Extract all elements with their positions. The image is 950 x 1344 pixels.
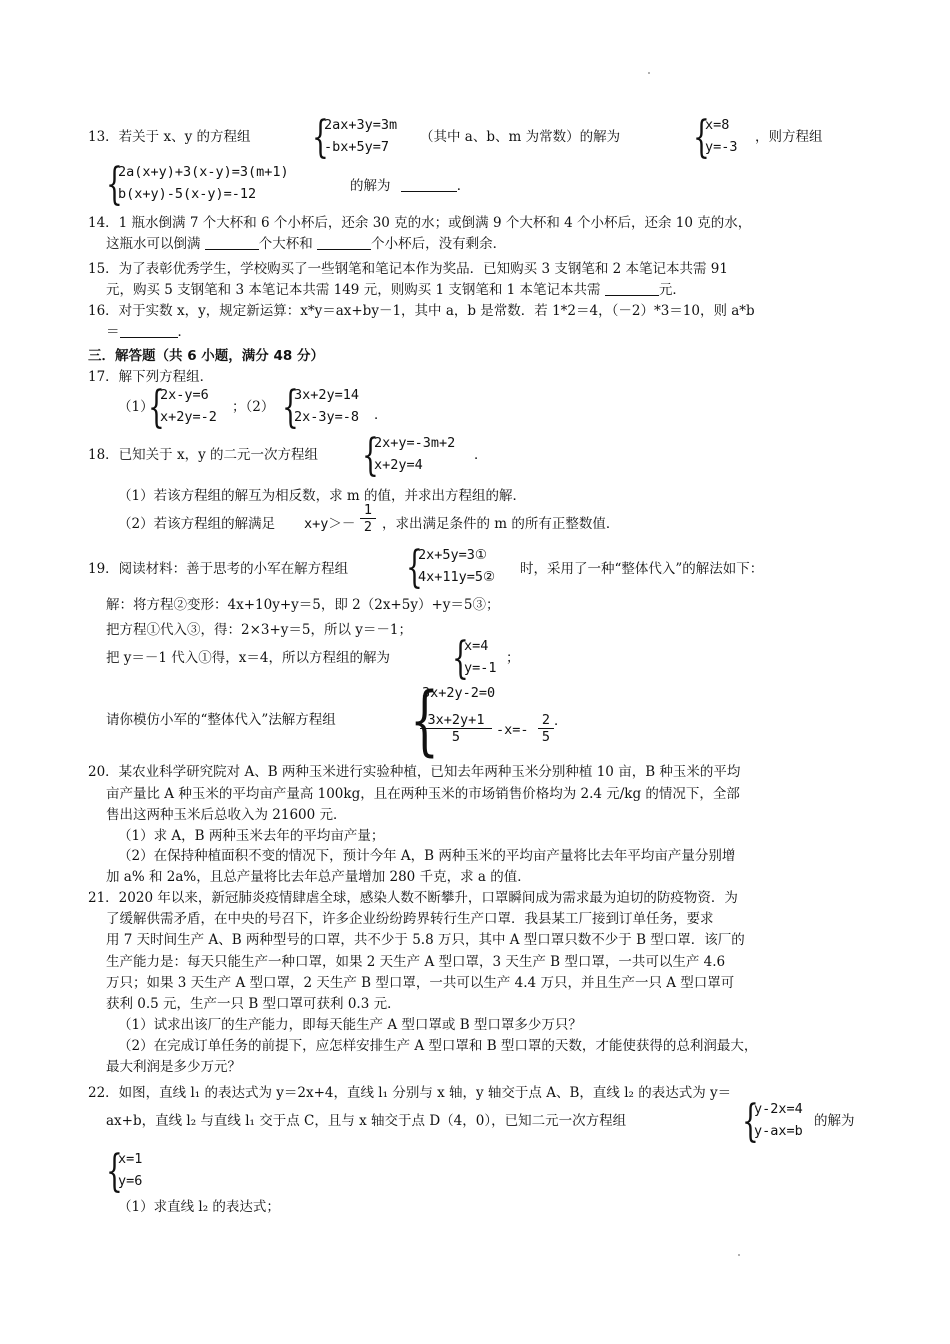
q13-solution-1: { x=8 y=-3 xyxy=(693,112,738,163)
q19-line1a: 19．阅读材料：善于思考的小军在解方程组 xyxy=(88,561,349,577)
q17-line1: 17．解下列方程组． xyxy=(88,369,214,385)
q17-end: ． xyxy=(374,407,388,423)
q21-part-2: （2）在完成订单任务的前提下，应怎样安排生产 A 型口罩和 B 型口罩的天数，才能使获得的总利润最大， xyxy=(118,1038,758,1054)
q18-part-2a: （2）若该方程组的解满足 xyxy=(118,516,276,532)
q13-line1 xyxy=(88,128,251,146)
q19-step-1: 解：将方程②变形：4x+10y+y＝5，即 2（2x+5y）+y＝5③； xyxy=(106,597,500,613)
q18-system: { 2x+y=-3m+2 x+2y=4 xyxy=(362,430,456,481)
scan-speck xyxy=(648,72,650,74)
q15-blank[interactable] xyxy=(605,281,659,296)
q21-line5: 万只；如果 3 天生产 A 型口罩，2 天生产 B 型口罩，一共可以生产 4.4 万只，并且生产一只 A 型口罩可 xyxy=(106,975,735,991)
q13-system-1: { 2ax+3y=3m -bx+5y=7 xyxy=(312,112,398,163)
q20-part-2b: 加 a% 和 2a%，且总产量将比去年总产量增加 280 千克，求 a 的值． xyxy=(106,869,531,885)
q16-line1: 16．对于实数 x，y，规定新运算：x*y＝ax+by－1，其中 a，b 是常数．若 1*2＝4，（－2）*3＝10，则 a*b xyxy=(88,303,755,319)
q21-line1: 21．2020 年以来，新冠肺炎疫情肆虐全球，感染人数不断攀升，口罩瞬间成为需求最为迫切的防疫物资．为 xyxy=(88,890,738,906)
q19-line1b: 时，采用了一种“整体代入”的解法如下： xyxy=(520,561,764,577)
q19-frac-2: $\frac{2}{5}$ xyxy=(538,712,554,745)
q21-part-2b: 最大利润是多少万元？ xyxy=(106,1059,241,1075)
q17-system-1: { 2x-y=6 x+2y=-2 xyxy=(148,382,217,433)
q19-solution: { x=4 y=-1 xyxy=(452,633,497,684)
q22-solution: { x=1 y=6 xyxy=(106,1146,143,1197)
q19-step-2: 把方程①代入③，得：2×3+y＝5，所以 y＝－1； xyxy=(106,622,413,638)
q13-sol1-x: x=8 xyxy=(705,117,730,133)
q17-system-2: { 3x+2y=14 2x-3y=-8 xyxy=(282,382,360,433)
q17-separator: ；（2） xyxy=(232,399,275,415)
q19-frac-1: $\frac{3x+2y+1}{5}$ xyxy=(420,712,492,745)
q13-text-e: ． xyxy=(456,178,471,194)
q15-line2: 元，购买 5 支钢笔和 3 本笔记本共需 149 元，则购买 1 支钢笔和 1 本笔记本共需 元． xyxy=(106,282,686,298)
q13-text-d: 的解为 xyxy=(350,178,391,194)
q20-part-1: （1）求 A，B 两种玉米去年的平均亩产量； xyxy=(118,828,385,844)
q16-line2: ＝ ． xyxy=(106,324,191,340)
q16-blank[interactable] xyxy=(120,323,178,338)
q13-sys1-eq1: 2ax+3y=3m xyxy=(324,117,398,133)
q20-part-2: （2）在保持种植面积不变的情况下，预计今年 A，B 两种玉米的平均亩产量将比去年平均亩产量分别增 xyxy=(118,848,736,864)
q13-sys2-eq2: b(x+y)-5(x-y)=-12 xyxy=(118,186,257,202)
q19-system-2: { 3x+2y-2=0 xyxy=(410,675,496,764)
q20-line3: 售出这两种玉米后总收入为 21600 元． xyxy=(106,807,347,823)
q18-part-1: （1）若该方程组的解互为相反数，求 m 的值，并求出方程组的解． xyxy=(118,488,526,504)
q14-line2: 这瓶水可以倒满 个大杯和 个小杯后，没有剩余． xyxy=(106,236,507,252)
q14-blank-1[interactable] xyxy=(205,235,259,250)
q13-sol1-y: y=-3 xyxy=(705,139,738,155)
q18-fraction: $\frac{1}{2}$ xyxy=(360,502,376,535)
q13-text-c: ，则方程组 xyxy=(755,129,823,145)
q15-line1: 15．为了表彰优秀学生，学校购买了一些钢笔和笔记本作为奖品．已知购买 3 支钢笔和 2 本笔记本共需 91 xyxy=(88,261,728,277)
q19-system: { 2x+5y=3① 4x+11y=5② xyxy=(406,542,496,593)
q13-text-b: （其中 a、b、m 为常数）的解为 xyxy=(420,129,621,145)
q19-step-4a: 请你模仿小军的“整体代入”法解方程组 xyxy=(106,712,336,728)
q13-sys1-eq2: -bx+5y=7 xyxy=(324,139,390,155)
q14-line1: 14．1 瓶水倒满 7 个大杯和 6 个小杯后，还余 30 克的水；或倒满 9 个大杯和 4 个小杯后，还余 10 克的水， xyxy=(88,215,752,231)
q21-line3: 用 7 天时间生产 A、B 两种型号的口罩，共不少于 5.8 万只，其中 A 型口罩只数不少于 B 型口罩．该厂的 xyxy=(106,932,745,948)
q13-line2 xyxy=(350,177,470,195)
q21-line4: 生产能力是：每天只能生产一种口罩，如果 2 天生产 A 型口罩，3 天生产 B 型口罩，一共可以生产 4.6 xyxy=(106,954,726,970)
q13-system-2: { 2a(x+y)+3(x-y)=3(m+1) b(x+y)-5(x-y)=-12 xyxy=(106,159,289,210)
q20-line2: 亩产量比 A 种玉米的平均亩产量高 100kg，且在两种玉米的市场销售价格均为 2.4 元/kg 的情况下，全部 xyxy=(106,786,740,802)
q22-line2b: 的解为 xyxy=(814,1113,855,1129)
q18-part-2b: ，求出满足条件的 m 的所有正整数值． xyxy=(382,516,620,532)
q18-inequality: x+y＞－ xyxy=(304,516,356,532)
q21-line2: 了缓解供需矛盾，在中央的号召下，许多企业纷纷跨界转行生产口罩．我县某工厂接到订单任务，要求 xyxy=(106,911,714,927)
q22-line1: 22．如图，直线 l₁ 的表达式为 y＝2x+4，直线 l₁ 分别与 x 轴，y 轴交于点 A、B，直线 l₂ 的表达式为 y＝ xyxy=(88,1085,732,1101)
q22-line2a: ax+b，直线 l₂ 与直线 l₁ 交于点 C，且与 x 轴交于点 D（4，0），已知二元一次方程组 xyxy=(106,1113,627,1129)
q20-line1: 20．某农业科学研究院对 A、B 两种玉米进行实验种植，已知去年两种玉米分别种植 10 亩，B 种玉米的平均 xyxy=(88,764,741,780)
section-heading: 三．解答题（共 6 小题，满分 48 分） xyxy=(88,348,324,364)
q22-system: { y-2x=4 y-ax=b xyxy=(742,1096,803,1147)
q22-part-1: （1）求直线 l₂ 的表达式； xyxy=(118,1199,280,1215)
q13-text-a: 13．若关于 x、y 的方程组 xyxy=(88,129,251,145)
q13-answer-blank[interactable] xyxy=(401,177,457,192)
q21-line6: 获利 0.5 元，生产一只 B 型口罩可获利 0.3 元． xyxy=(106,996,401,1012)
q18-line1: 18．已知关于 x，y 的二元一次方程组 xyxy=(88,447,319,463)
q17-label-1: （1） xyxy=(118,399,154,415)
q21-part-1: （1）试求出该厂的生产能力，即每天能生产 A 型口罩或 B 型口罩多少万只？ xyxy=(118,1017,582,1033)
q14-blank-2[interactable] xyxy=(317,235,371,250)
q13-sys2-eq1: 2a(x+y)+3(x-y)=3(m+1) xyxy=(118,164,289,180)
scan-speck xyxy=(738,1254,740,1256)
q19-step-3a: 把 y＝－1 代入①得，x＝4，所以方程组的解为 xyxy=(106,650,391,666)
document-page: 13．若关于 x、y 的方程组 { 2ax+3y=3m -bx+5y=7 （其中 a、b、m 为常数）的解为 { x=8 y=-3 ，则方程组 { 2a(x+y)+3(x-y)=3(m+1) b(x+y)-5(x-y)=-12 的解为 ． 14．1 瓶水倒满 7 个大杯和 6 个小杯后，还余 30 克的水；或倒满 9 个大杯和 4 个小杯后，还余 10 克的水， 这瓶水可以倒满 个大杯和 个小杯后，没有剩余． 15．为了表彰优秀学生，学校购买了一些钢笔和笔记本作为奖品．已知购买 3 支钢笔和 2 本笔记本共需 91 元，购买 5 支钢笔和 3 本笔记本共需 149 元，则购买 1 支钢笔和 1 本笔记本共需 元． 16．对于实数 x，y，规定新运算：x*y＝ax+by－1，其中 a，b 是常数．若 1*2＝4，（－2）*3＝10，则 a*b ＝ ． 三．解答题（共 6 小题，满分 48 分） 17．解下列方程组． （1） { 2x-y=6 x+2y=-2 ；（2） { 3x+2y=14 2x-3y=-8 ． 18．已知关于 x，y 的二元一次方程组 { 2x+y=-3m+2 x+2y=4 ． （1）若该方程组的解互为相反数，求 m 的值，并求出方程组的解． （2）若该方程组的解满足 x+y＞－ $\frac{1}{2}$ ，求出满足条件的 m 的所有正整数值． 19．阅读材料：善于思考的小军在解方程组 { 2x+5y=3① 4x+11y=5② 时，采用了一种“整体代入”的解法如下： 解：将方程②变形：4x+10y+y＝5，即 2（2x+5y）+y＝5③； 把方程①代入③，得：2×3+y＝5，所以 y＝－1； 把 y＝－1 代入①得，x＝4，所以方程组的解为 { x=4 y=-1 ； 请你模仿小军的“整体代入”法解方程组 { 3x+2y-2=0 $\frac{3x+2y+1}{5}$ -x=- $\frac{2}{5}$ ． 20．某农业科学研究院对 A、B 两种玉米进行实验种植，已知去年两种玉米分别种植 10 亩，B 种玉米的平均 亩产量比 A 种玉米的平均亩产量高 100kg，且在两种玉米的市场销售价格均为 2.4 元/kg 的情况下，全部 售出这两种玉米后总收入为 21600 元． （1）求 A，B 两种玉米去年的平均亩产量； （2）在保持种植面积不变的情况下，预计今年 A，B 两种玉米的平均亩产量将比去年平均亩产量分别增 加 a% 和 2a%，且总产量将比去年总产量增加 280 千克，求 a 的值． 21．2020 年以来，新冠肺炎疫情肆虐全球，感染人数不断攀升，口罩瞬间成为需求最为迫切的防疫物资．为 了缓解供需矛盾，在中央的号召下，许多企业纷纷跨界转行生产口罩．我县某工厂接到订单任务，要求 用 7 天时间生产 A、B 两种型号的口罩，共不少于 5.8 万只，其中 A 型口罩只数不少于 B 型口罩．该厂的 生产能力是：每天只能生产一种口罩，如果 2 天生产 A 型口罩，3 天生产 B 型口罩，一共可以生产 4.6 万只；如果 3 天生产 A 型口罩，2 天生产 B 型口罩，一共可以生产 4.4 万只，并且生产一只 A 型口罩可 获利 0.5 元，生产一只 B 型口罩可获利 0.3 元． （1）试求出该厂的生产能力，即每天能生产 A 型口罩或 B 型口罩多少万只？ （2）在完成订单任务的前提下，应怎样安排生产 A 型口罩和 B 型口罩的天数，才能使获得的总利润最大， 最大利润是多少万元？ 22．如图，直线 l₁ 的表达式为 y＝2x+4，直线 l₁ 分别与 x 轴，y 轴交于点 A、B，直线 l₂ 的表达式为 y＝ ax+b，直线 l₂ 与直线 l₁ 交于点 C，且与 x 轴交于点 D（4，0），已知二元一次方程组 { y-2x=4 y-ax=b 的解为 { x=1 y=6 （1）求直线 l₂ 的表达式； xyxy=(0,0,950,1344)
